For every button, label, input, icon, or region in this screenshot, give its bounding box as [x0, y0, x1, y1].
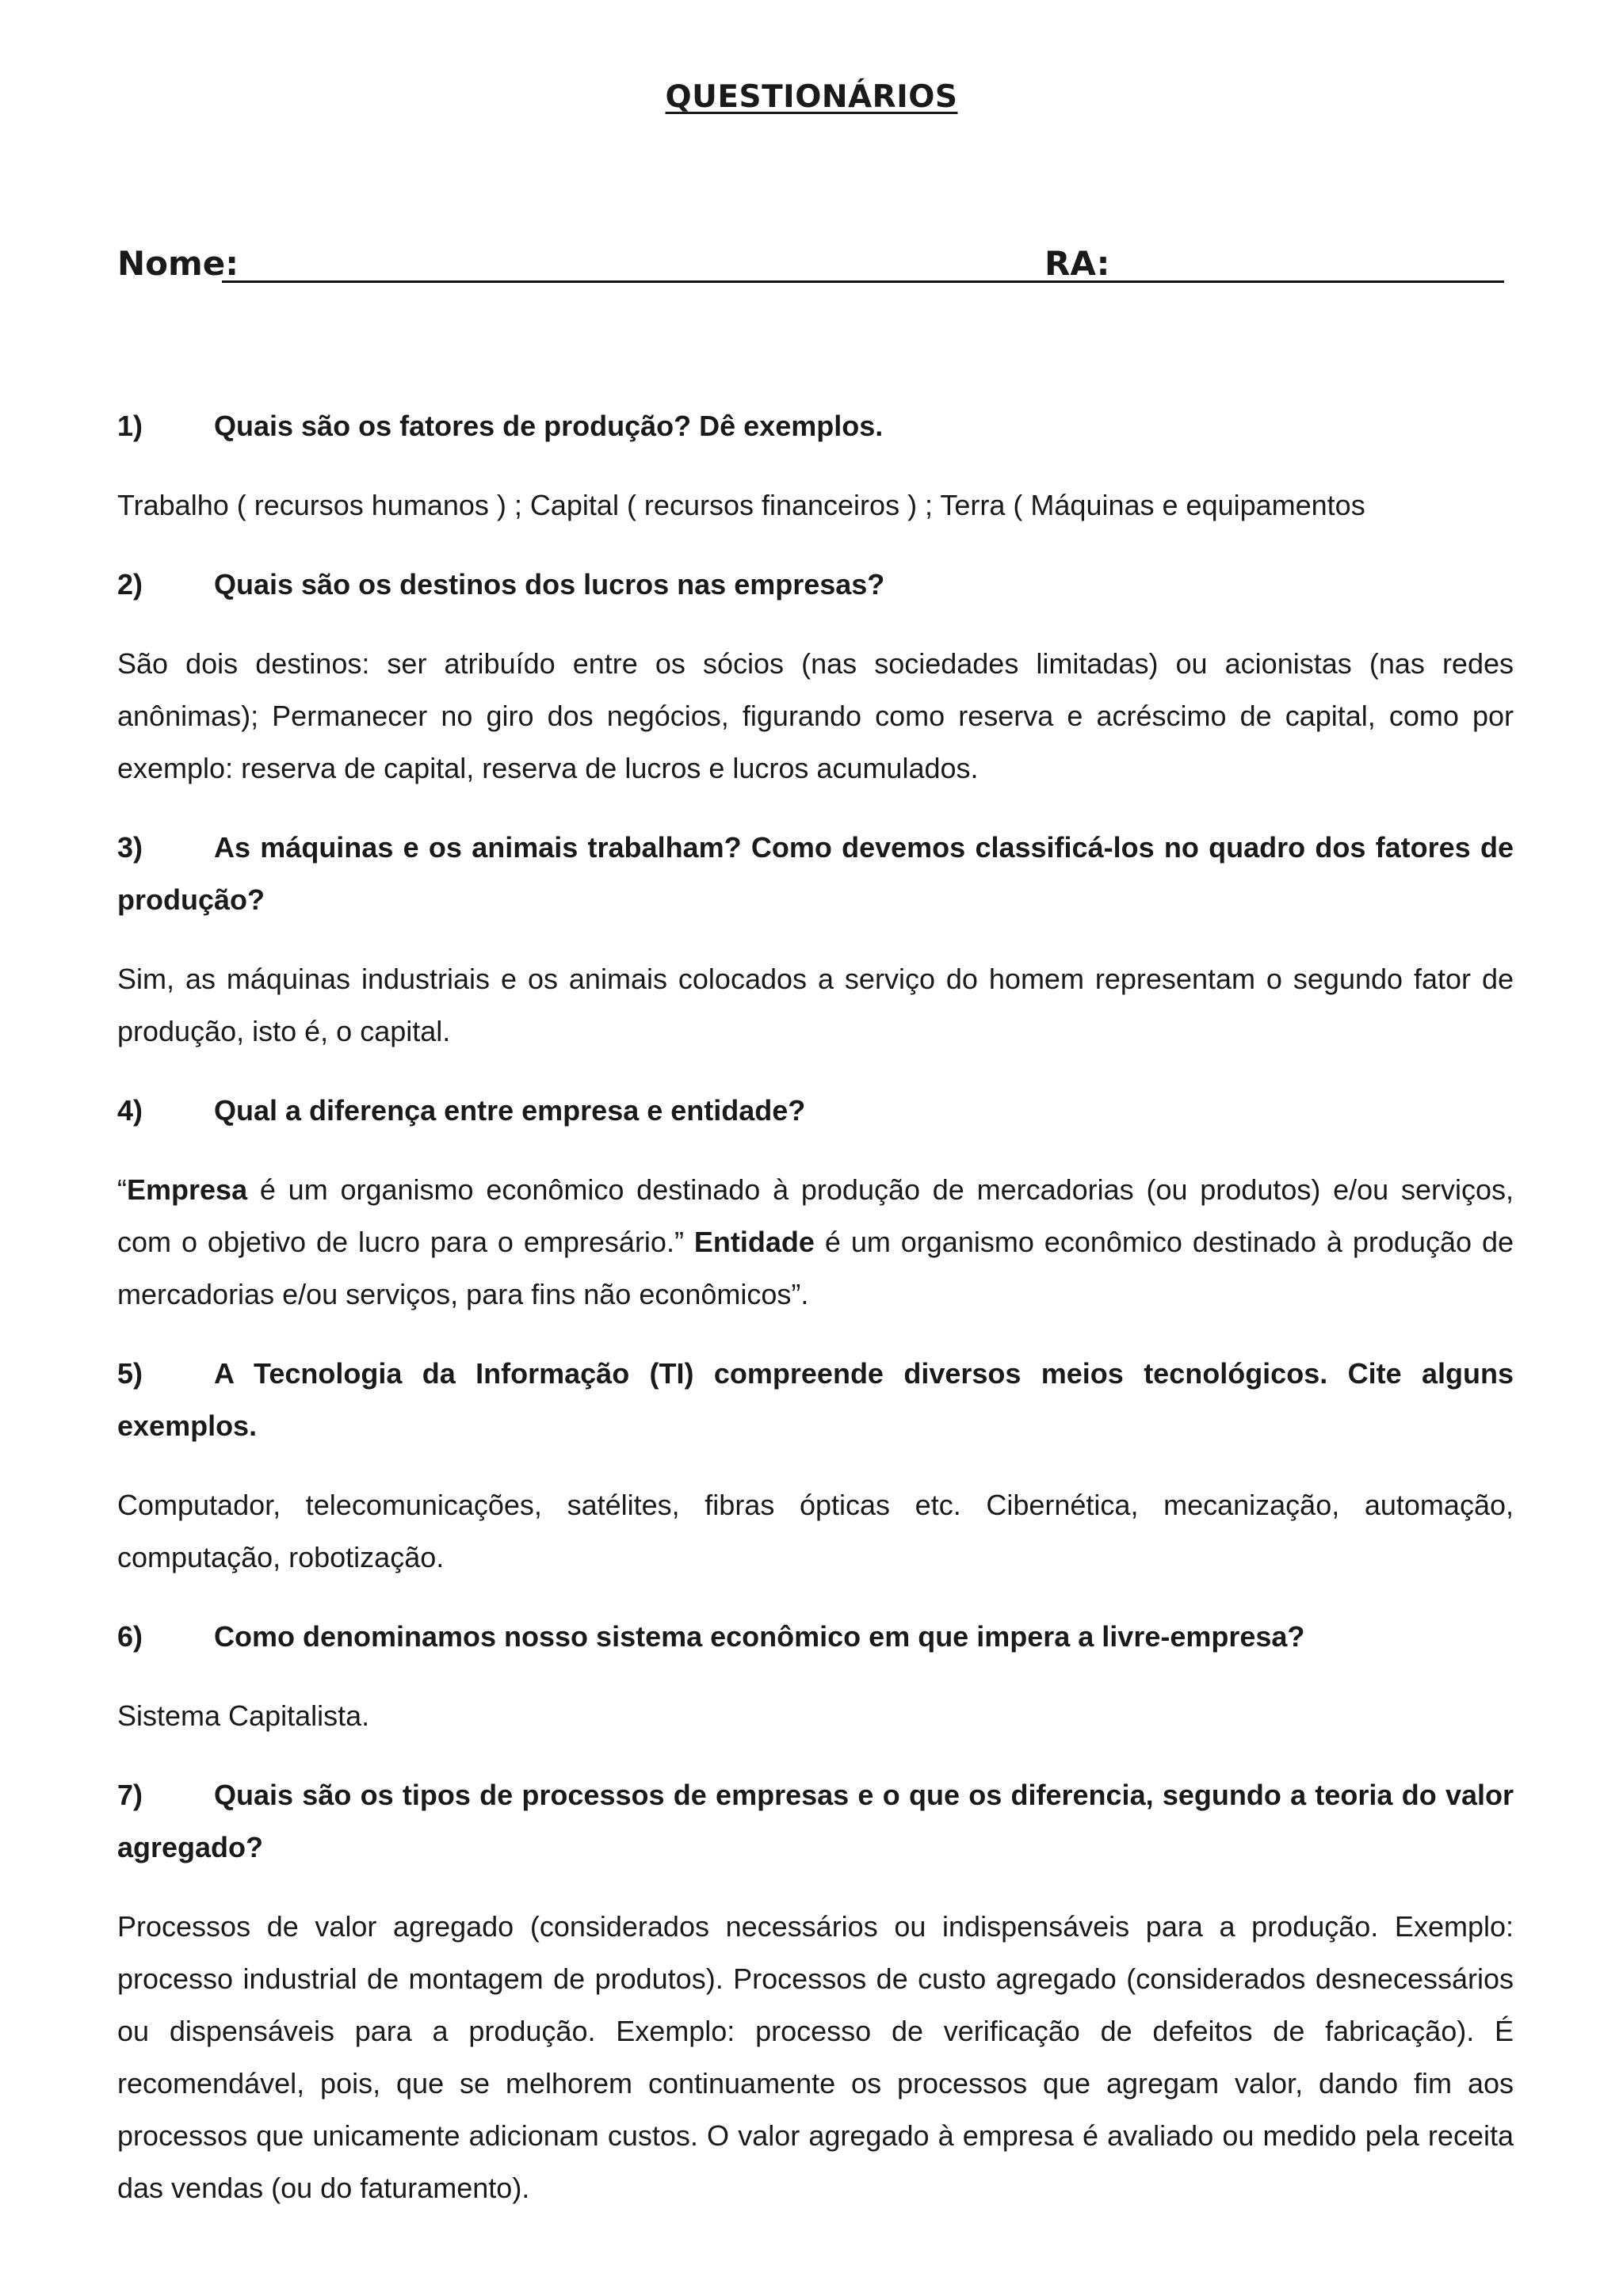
- question-number: 6): [117, 1620, 143, 1653]
- question-1: [117, 400, 1514, 452]
- answer-3: Sim, as máquinas industriais e os animais colocados a serviço do homem representam o segundo fator de produção, isto é, o capital.: [117, 963, 1514, 1047]
- question-text: Quais são os fatores de produção? Dê exemplos.: [214, 410, 884, 442]
- answer-1: Trabalho ( recursos humanos ) ; Capital ( recursos financeiros ) ; Terra ( Máquinas e equipamentos: [117, 489, 1365, 521]
- question-number: 4): [117, 1094, 143, 1127]
- question-3: [117, 822, 1514, 926]
- question-2: [117, 559, 1514, 611]
- answer-2: São dois destinos: ser atribuído entre os sócios (nas sociedades limitadas) ou acionistas (nas redes anônimas); Permanecer no giro dos negócios, figurando como reserva e acréscimo de capital, como por exemplo: reserva de capital, reserva de lucros e lucros acumulados.: [117, 647, 1514, 784]
- question-number: 7): [117, 1779, 143, 1811]
- question-text: Quais são os destinos dos lucros nas empresas?: [214, 568, 885, 601]
- answer-4: [117, 1164, 1514, 1321]
- answer-7: Processos de valor agregado (considerados necessários ou indispensáveis para a produção. Exemplo: processo industrial de montagem de produtos). Processos de custo agregado (considerados desnecessários ou dispensáveis para a produção. Exemplo: processo de verificação de defeitos de fabricação). É recomendável, pois, que se melhorem continuamente os processos que agregam valor, dando fim aos processos que unicamente adicionam custos. O valor agregado à empresa é avaliado ou medido pela receita das vendas (ou do faturamento).: [117, 1910, 1514, 2204]
- question-number: 1): [117, 410, 143, 442]
- name-label: Nome:: [117, 244, 239, 283]
- question-number: 5): [117, 1357, 143, 1390]
- question-text: Qual a diferença entre empresa e entidade?: [214, 1094, 806, 1127]
- question-4: [117, 1085, 1514, 1137]
- name-fill-line[interactable]: [222, 280, 1161, 283]
- answer-text: é um organismo econômico destinado à produção de mercadorias (ou produtos) e/ou serviços, com o objetivo de lucro para o empresário.”: [117, 1173, 1514, 1258]
- answer-text: é um organismo econômico destinado à produção de mercadorias e/ou serviços, para fins não econômicos”.: [117, 1226, 1514, 1310]
- question-text: A Tecnologia da Informação (TI) compreende diversos meios tecnológicos. Cite alguns exemplos.: [117, 1357, 1514, 1442]
- ra-fill-line[interactable]: [1102, 280, 1504, 283]
- ra-label: RA:: [1044, 244, 1110, 283]
- question-number: 3): [117, 831, 143, 864]
- question-6: [117, 1611, 1514, 1663]
- student-header: [117, 244, 1504, 284]
- page-title: QUESTIONÁRIOS: [665, 79, 958, 115]
- answer-6: Sistema Capitalista.: [117, 1699, 370, 1732]
- questionnaire-body: [117, 400, 1514, 2214]
- term-empresa: Empresa: [127, 1173, 248, 1206]
- question-text: As máquinas e os animais trabalham? Como devemos classificá-los no quadro dos fatores de produção?: [117, 831, 1514, 916]
- open-quote: “: [117, 1173, 127, 1206]
- question-text: Como denominamos nosso sistema econômico em que impera a livre-empresa?: [214, 1620, 1305, 1653]
- answer-5: Computador, telecomunicações, satélites, fibras ópticas etc. Cibernética, mecanização, automação, computação, robotização.: [117, 1489, 1514, 1573]
- term-entidade: Entidade: [693, 1226, 815, 1258]
- question-5: [117, 1348, 1514, 1452]
- question-text: Quais são os tipos de processos de empresas e o que os diferencia, segundo a teoria do valor agregado?: [117, 1779, 1514, 1863]
- question-number: 2): [117, 568, 143, 601]
- question-7: [117, 1769, 1514, 1874]
